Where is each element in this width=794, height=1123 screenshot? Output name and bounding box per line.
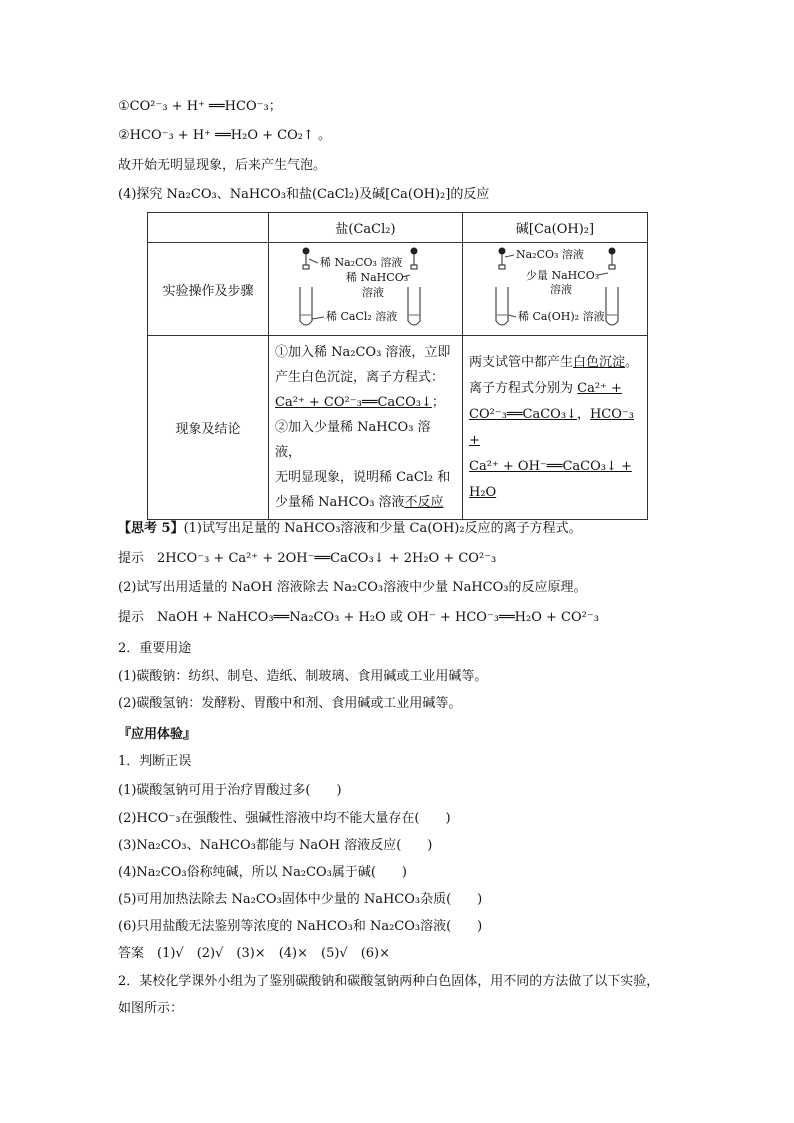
think5-answer-1: 提示 2HCO⁻₃ + Ca²⁺ + 2OH⁻══CaCO₃↓ + 2H₂O + CO²⁻₃ [118,551,497,566]
salt-result-cell [269,336,463,520]
judge-item: (5)可用加热法除去 Na₂CO₃固体中少量的 NaHCO₃杂质( ) [118,892,483,907]
conclusion-text: 故开始无明显现象，后来产生气泡。 [118,158,327,173]
table-corner [148,213,269,243]
salt-equation: Ca²⁺ + CO²⁻₃══CaCO₃↓ [275,395,432,410]
judge-item: (4)Na₂CO₃俗称纯碱，所以 Na₂CO₃属于碱( ) [118,865,407,880]
equation-2: ②HCO⁻₃ + H⁺ ══H₂O + CO₂↑ 。 [118,128,332,143]
uses-title: 2．重要用途 [118,641,192,656]
question-2-line-2: 如图所示： [118,1001,184,1016]
salt-result-line [275,490,456,515]
think5-tag: 【思考 5】 [118,521,184,536]
salt-result-line: 产生白色沉淀，离子方程式： [275,370,445,385]
base-equation: Ca²⁺ + OH⁻══CaCO₃↓ + [469,458,632,474]
base-result-line [469,350,641,376]
diag2-label-solution: 溶液 [550,283,572,296]
base-diagram [464,245,646,333]
diag2-label-na2co3: Na₂CO₃ 溶液 [516,248,584,261]
base-equation: CO²⁻₃══CaCO₃↓ [469,406,577,422]
base-text: 离子方程式分别为 [469,380,578,396]
equation-1: ①CO²⁻₃ + H⁺ ══HCO⁻₃； [118,99,282,114]
uses-1: (1)碳酸钠：纺织、制皂、造纸、制玻璃、食用碱或工业用碱等。 [118,669,488,684]
salt-diagram [270,245,461,333]
diag2-label-caoh2: 稀 Ca(OH)₂ 溶液 [518,310,605,323]
base-result-line [469,480,641,506]
base-equation: Ca²⁺ + [577,380,622,396]
judge-item: (2)HCO⁻₃在强酸性、强碱性溶液中均不能大量存在( ) [118,811,451,826]
question-2-line-1: 2．某校化学课外小组为了鉴别碳酸钠和碳酸氢钠两种白色固体，用不同的方法做了以下实验， [118,974,660,989]
answer-line: 答案 (1)√ (2)√ (3)× (4)× (5)√ (6)× [118,946,391,961]
base-result-line [469,454,641,480]
salt-result-line: 无明显现象，说明稀 CaCl₂ 和 [275,470,451,485]
base-text: 两支试管中都产生 [469,354,574,370]
diag2-label-nahco3: 少量 NaHCO₃ [526,269,600,282]
salt-result [270,337,461,518]
salt-result-line: ②加入少量稀 NaHCO₃ 溶液， [275,420,431,460]
diag1-label-na2co3: 稀 Na₂CO₃ 溶液 [320,256,403,269]
think5-q1-text: (1)试写出足量的 NaHCO₃溶液和少量 Ca(OH)₂反应的离子方程式。 [183,521,582,536]
experiment-table [147,212,648,520]
base-diagram-cell [463,243,648,336]
base-header: 碱[Ca(OH)₂] [463,213,648,243]
punct: ， [576,406,590,422]
think5-question-2: (2)试写出用适量的 NaOH 溶液除去 Na₂CO₃溶液中少量 NaHCO₃的反应原理。 [118,580,587,595]
diag1-label-solution: 溶液 [362,286,384,299]
base-result-cell [463,336,648,520]
base-equation: H₂O [469,484,497,500]
diag1-label-cacl2: 稀 CaCl₂ 溶液 [326,310,398,323]
section-4-title: (4)探究 Na₂CO₃、NaHCO₃和盐(CaCl₂)及碱[Ca(OH)₂]的反应 [118,187,490,202]
base-result [464,347,646,509]
judge-title: 1．判断正误 [118,754,192,769]
judge-item: (1)碳酸氢钠可用于治疗胃酸过多( ) [118,783,342,798]
apply-title: 『应用体验』 [118,727,197,742]
think5-question-1 [118,520,582,538]
row-label-procedure: 实验操作及步骤 [148,243,269,336]
judge-item: (3)Na₂CO₃、NaHCO₃都能与 NaOH 溶液反应( ) [118,838,433,853]
salt-result-line: ①加入稀 Na₂CO₃ 溶液，立即 [275,345,451,360]
base-result-line [469,402,641,454]
salt-header: 盐(CaCl₂) [269,213,463,243]
diag1-label-nahco3: 稀 NaHCO₃ [346,271,409,284]
punct: ； [431,395,445,410]
row-label-result: 现象及结论 [148,336,269,520]
base-answer: 白色沉淀 [573,354,626,370]
punct: 。 [625,354,639,370]
salt-diagram-cell [269,243,463,336]
judge-item: (6)只用盐酸无法鉴别等浓度的 NaHCO₃和 Na₂CO₃溶液( ) [118,919,483,934]
base-result-line [469,376,641,402]
uses-2: (2)碳酸氢钠：发酵粉、胃酸中和剂、食用碱或工业用碱等。 [118,696,462,711]
salt-answer: 不反应 [404,495,444,510]
base-equation: HCO⁻₃ + [469,406,634,448]
think5-answer-2: 提示 NaOH + NaHCO₃══Na₂CO₃ + H₂O 或 OH⁻ + HCO⁻₃══H₂O + CO²⁻₃ [118,610,599,625]
salt-text: 少量稀 NaHCO₃ 溶液 [275,495,405,510]
salt-result-line [275,390,456,415]
